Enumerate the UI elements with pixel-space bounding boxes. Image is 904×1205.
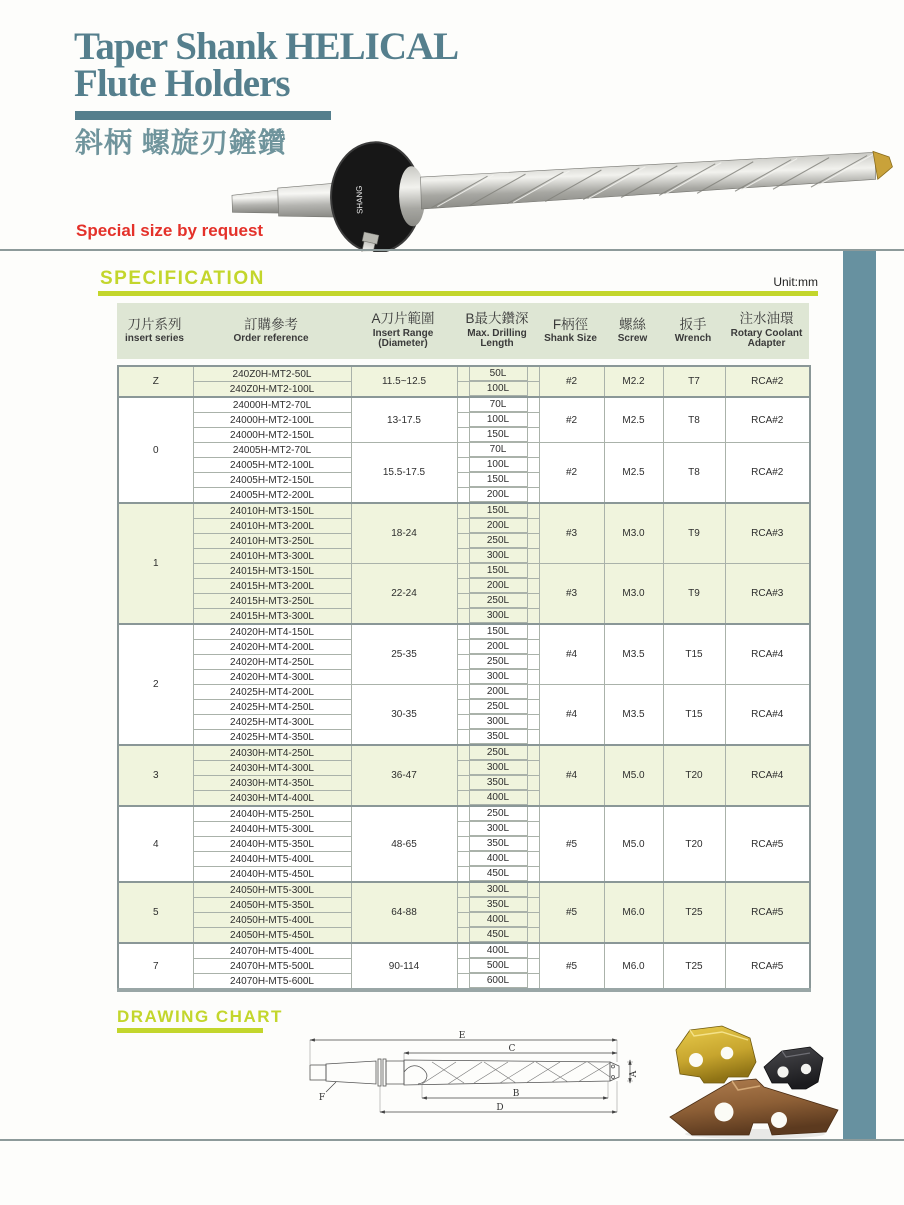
shank-size-cell: #5 [539, 806, 604, 882]
drill-body [420, 152, 876, 209]
dimension-lines [310, 1040, 630, 1112]
order-reference-cell: 24020H-MT4-250L [193, 655, 351, 670]
order-reference-cell: 24030H-MT4-400L [193, 791, 351, 807]
drilling-length-cell: 300L [457, 822, 539, 837]
drilling-length-cell: 350L [457, 837, 539, 852]
flute-lines [422, 1062, 610, 1084]
shank-size-cell: #3 [539, 503, 604, 564]
order-reference-cell: 24050H-MT5-300L [193, 882, 351, 898]
insert-range-cell: 15.5-17.5 [351, 443, 457, 504]
order-reference-cell: 24025H-MT4-300L [193, 715, 351, 730]
insert-range-cell: 11.5~12.5 [351, 366, 457, 397]
insert-range-cell: 18-24 [351, 503, 457, 564]
order-reference-cell: 24050H-MT5-350L [193, 898, 351, 913]
drilling-length-cell: 400L [457, 913, 539, 928]
order-reference-cell: 24005H-MT2-100L [193, 458, 351, 473]
order-reference-cell: 240Z0H-MT2-100L [193, 382, 351, 398]
drilling-length-cell: 500L [457, 959, 539, 974]
shank-size-cell: #2 [539, 443, 604, 504]
table-row [118, 366, 810, 382]
title-underline-bar [75, 111, 331, 120]
column-header-wrench: 扳手 Wrench [674, 316, 712, 344]
order-reference-cell: 24005H-MT2-150L [193, 473, 351, 488]
specification-heading: SPECIFICATION [100, 268, 265, 289]
table-row [118, 943, 810, 959]
specification-underline [98, 291, 818, 296]
insert-photos [660, 1020, 840, 1140]
screw-cell: M2.5 [604, 443, 663, 504]
order-reference-cell: 24010H-MT3-150L [193, 503, 351, 519]
drilling-length-cell: 300L [457, 761, 539, 776]
order-reference-cell: 24000H-MT2-150L [193, 428, 351, 443]
order-reference-cell: 24015H-MT3-300L [193, 609, 351, 625]
column-header-screw: 螺絲 Screw [617, 316, 648, 344]
drilling-length-cell: 150L [457, 503, 539, 519]
drilling-length-cell: 250L [457, 534, 539, 549]
insert-range-cell: 48-65 [351, 806, 457, 882]
drilling-length-cell: 350L [457, 898, 539, 913]
dim-label-e: E [458, 1031, 466, 1041]
dim-label-c: C [508, 1044, 516, 1054]
order-reference-cell: 24040H-MT5-300L [193, 822, 351, 837]
order-reference-cell: 24010H-MT3-200L [193, 519, 351, 534]
insert-series-cell: 4 [118, 806, 193, 882]
screw-cell: M6.0 [604, 882, 663, 943]
dim-label-f: F [318, 1093, 326, 1103]
order-reference-cell: 24030H-MT4-350L [193, 776, 351, 791]
order-reference-cell: 24040H-MT5-450L [193, 867, 351, 883]
table-row [118, 624, 810, 640]
wrench-cell: T15 [663, 685, 725, 746]
wrench-cell: T20 [663, 745, 725, 806]
rotary-coolant-cell: RCA#4 [725, 685, 810, 746]
top-divider [0, 249, 904, 251]
rotary-coolant-cell: RCA#5 [725, 882, 810, 943]
drilling-length-cell: 250L [457, 700, 539, 715]
drilling-length-cell: 200L [457, 488, 539, 504]
insert-range-cell: 90-114 [351, 943, 457, 990]
drilling-length-cell: 350L [457, 776, 539, 791]
drilling-length-cell: 70L [457, 443, 539, 458]
drilling-length-cell: 400L [457, 852, 539, 867]
order-reference-cell: 24070H-MT5-400L [193, 943, 351, 959]
drilling-length-cell: 350L [457, 730, 539, 746]
order-reference-cell: 24015H-MT3-150L [193, 564, 351, 579]
spade-insert-tip [873, 151, 893, 180]
table-row [118, 397, 810, 413]
drilling-length-cell: 100L [457, 382, 539, 398]
page-title-line2: Flute Holders [74, 62, 290, 105]
insert-series-cell: 1 [118, 503, 193, 624]
bronze-insert [670, 1079, 838, 1135]
unit-label: Unit:mm [773, 275, 818, 289]
order-reference-cell: 24000H-MT2-70L [193, 397, 351, 413]
drilling-length-cell: 250L [457, 594, 539, 609]
drilling-length-cell: 400L [457, 943, 539, 959]
table-row [118, 564, 810, 579]
drilling-length-cell: 450L [457, 867, 539, 883]
insert-range-cell: 36-47 [351, 745, 457, 806]
dim-label-a: A [629, 1070, 639, 1078]
drilling-length-cell: 300L [457, 882, 539, 898]
screw-cell: M3.5 [604, 624, 663, 685]
drilling-length-cell: 100L [457, 413, 539, 428]
shank-size-cell: #2 [539, 397, 604, 443]
rotary-coolant-cell: RCA#2 [725, 397, 810, 443]
rotary-coolant-cell: RCA#2 [725, 443, 810, 504]
insert-series-cell: Z [118, 366, 193, 397]
table-row [118, 685, 810, 700]
insert-series-cell: 5 [118, 882, 193, 943]
table-row [118, 745, 810, 761]
rotary-coolant-cell: RCA#4 [725, 745, 810, 806]
drilling-length-cell: 450L [457, 928, 539, 944]
drilling-length-cell: 200L [457, 519, 539, 534]
order-reference-cell: 24040H-MT5-400L [193, 852, 351, 867]
shank-size-cell: #4 [539, 745, 604, 806]
right-accent-bar [843, 251, 876, 1139]
drilling-length-cell: 200L [457, 685, 539, 700]
dim-label-b: B [512, 1089, 520, 1099]
black-insert [764, 1047, 823, 1089]
drilling-length-cell: 600L [457, 974, 539, 991]
order-reference-cell: 24020H-MT4-200L [193, 640, 351, 655]
table-row [118, 503, 810, 519]
drill-outline [310, 1059, 619, 1086]
wrench-cell: T9 [663, 564, 725, 625]
shank-size-cell: #4 [539, 624, 604, 685]
extension-lines [310, 1040, 633, 1112]
order-reference-cell: 24015H-MT3-200L [193, 579, 351, 594]
screw-cell: M3.0 [604, 503, 663, 564]
shank-size-cell: #3 [539, 564, 604, 625]
order-reference-cell: 24010H-MT3-300L [193, 549, 351, 564]
wrench-cell: T9 [663, 503, 725, 564]
wrench-cell: T8 [663, 443, 725, 504]
rotary-coolant-cell: RCA#3 [725, 503, 810, 564]
drilling-length-cell: 150L [457, 624, 539, 640]
drilling-length-cell: 50L [457, 366, 539, 382]
drilling-length-cell: 150L [457, 428, 539, 443]
drilling-length-cell: 300L [457, 549, 539, 564]
order-reference-cell: 24040H-MT5-250L [193, 806, 351, 822]
insert-range-cell: 13-17.5 [351, 397, 457, 443]
drawing-chart-heading: DRAWING CHART [117, 1007, 283, 1026]
order-reference-cell: 24070H-MT5-600L [193, 974, 351, 991]
drilling-length-cell: 150L [457, 473, 539, 488]
order-reference-cell: 24050H-MT5-450L [193, 928, 351, 944]
insert-range-cell: 25-35 [351, 624, 457, 685]
column-header-insert-range: A刀片範圍 Insert Range (Diameter) [371, 311, 435, 350]
spec-table-header [117, 303, 809, 359]
drilling-length-cell: 200L [457, 640, 539, 655]
wrench-cell: T25 [663, 943, 725, 990]
screw-cell: M2.5 [604, 397, 663, 443]
dim-label-d: D [496, 1103, 504, 1113]
subtitle-chinese: 斜柄 螺旋刃鏟鑽 [75, 127, 287, 158]
insert-series-cell: 7 [118, 943, 193, 990]
screw-cell: M5.0 [604, 745, 663, 806]
wrench-cell: T20 [663, 806, 725, 882]
special-size-note: Special size by request [76, 221, 264, 240]
rotary-coolant-cell: RCA#4 [725, 624, 810, 685]
insert-series-cell: 2 [118, 624, 193, 745]
rotary-coolant-cell: RCA#5 [725, 806, 810, 882]
drilling-length-cell: 300L [457, 715, 539, 730]
rotary-coolant-cell: RCA#2 [725, 366, 810, 397]
insert-range-cell: 64-88 [351, 882, 457, 943]
drawing-chart-underline [117, 1028, 263, 1033]
drill-assembly [231, 130, 895, 252]
drill-tang [232, 190, 279, 214]
drilling-length-cell: 400L [457, 791, 539, 807]
product-photo [226, 130, 902, 252]
column-header-max-drilling: B最大鑽深 Max. Drilling Length [465, 311, 529, 350]
shank-size-cell: #4 [539, 685, 604, 746]
order-reference-cell: 24040H-MT5-350L [193, 837, 351, 852]
insert-series-cell: 0 [118, 397, 193, 503]
insert-range-cell: 30-35 [351, 685, 457, 746]
drilling-length-cell: 150L [457, 564, 539, 579]
shank-size-cell: #5 [539, 943, 604, 990]
drilling-length-cell: 300L [457, 670, 539, 685]
drilling-length-cell: 100L [457, 458, 539, 473]
drilling-length-cell: 300L [457, 609, 539, 625]
shank-size-cell: #2 [539, 366, 604, 397]
gold-insert [676, 1026, 756, 1083]
page-title-line1: Taper Shank HELICAL [74, 25, 459, 68]
order-reference-cell: 24030H-MT4-300L [193, 761, 351, 776]
screw-cell: M2.2 [604, 366, 663, 397]
order-reference-cell: 24000H-MT2-100L [193, 413, 351, 428]
drilling-length-cell: 200L [457, 579, 539, 594]
rotary-coolant-cell: RCA#3 [725, 564, 810, 625]
drilling-length-cell: 250L [457, 806, 539, 822]
insert-series-cell: 3 [118, 745, 193, 806]
order-reference-cell: 24020H-MT4-300L [193, 670, 351, 685]
technical-drawing [292, 1030, 677, 1142]
screw-cell: M3.0 [604, 564, 663, 625]
spec-table [117, 365, 811, 992]
screw-cell: M6.0 [604, 943, 663, 990]
collar-brand-text: SHANG [354, 185, 365, 215]
rotary-coolant-cell: RCA#5 [725, 943, 810, 990]
order-reference-cell: 24005H-MT2-70L [193, 443, 351, 458]
insert-range-cell: 22-24 [351, 564, 457, 625]
screw-cell: M3.5 [604, 685, 663, 746]
wrench-cell: T15 [663, 624, 725, 685]
wrench-cell: T8 [663, 397, 725, 443]
drilling-length-cell: 250L [457, 655, 539, 670]
order-reference-cell: 24025H-MT4-200L [193, 685, 351, 700]
order-reference-cell: 24020H-MT4-150L [193, 624, 351, 640]
table-row [118, 806, 810, 822]
drilling-length-cell: 250L [457, 745, 539, 761]
column-header-rotary-coolant: 注水油環 Rotary Coolant Adapter [730, 311, 803, 350]
spec-table-body [118, 366, 810, 990]
table-row [118, 882, 810, 898]
order-reference-cell: 24070H-MT5-500L [193, 959, 351, 974]
column-header-shank-size: F柄徑 Shank Size [544, 316, 597, 344]
order-reference-cell: 24015H-MT3-250L [193, 594, 351, 609]
order-reference-cell: 24025H-MT4-250L [193, 700, 351, 715]
drilling-length-cell: 70L [457, 397, 539, 413]
page-title [74, 25, 459, 105]
wrench-cell: T7 [663, 366, 725, 397]
shank-size-cell: #5 [539, 882, 604, 943]
wrench-cell: T25 [663, 882, 725, 943]
order-reference-cell: 24025H-MT4-350L [193, 730, 351, 746]
table-row [118, 443, 810, 458]
screw-cell: M5.0 [604, 806, 663, 882]
order-reference-cell: 24005H-MT2-200L [193, 488, 351, 504]
order-reference-cell: 240Z0H-MT2-50L [193, 366, 351, 382]
order-reference-cell: 24050H-MT5-400L [193, 913, 351, 928]
order-reference-cell: 24030H-MT4-250L [193, 745, 351, 761]
column-header-insert-series: 刀片系列 insert series [125, 316, 184, 344]
order-reference-cell: 24010H-MT3-250L [193, 534, 351, 549]
column-header-order-reference: 訂購參考 Order reference [233, 316, 309, 344]
